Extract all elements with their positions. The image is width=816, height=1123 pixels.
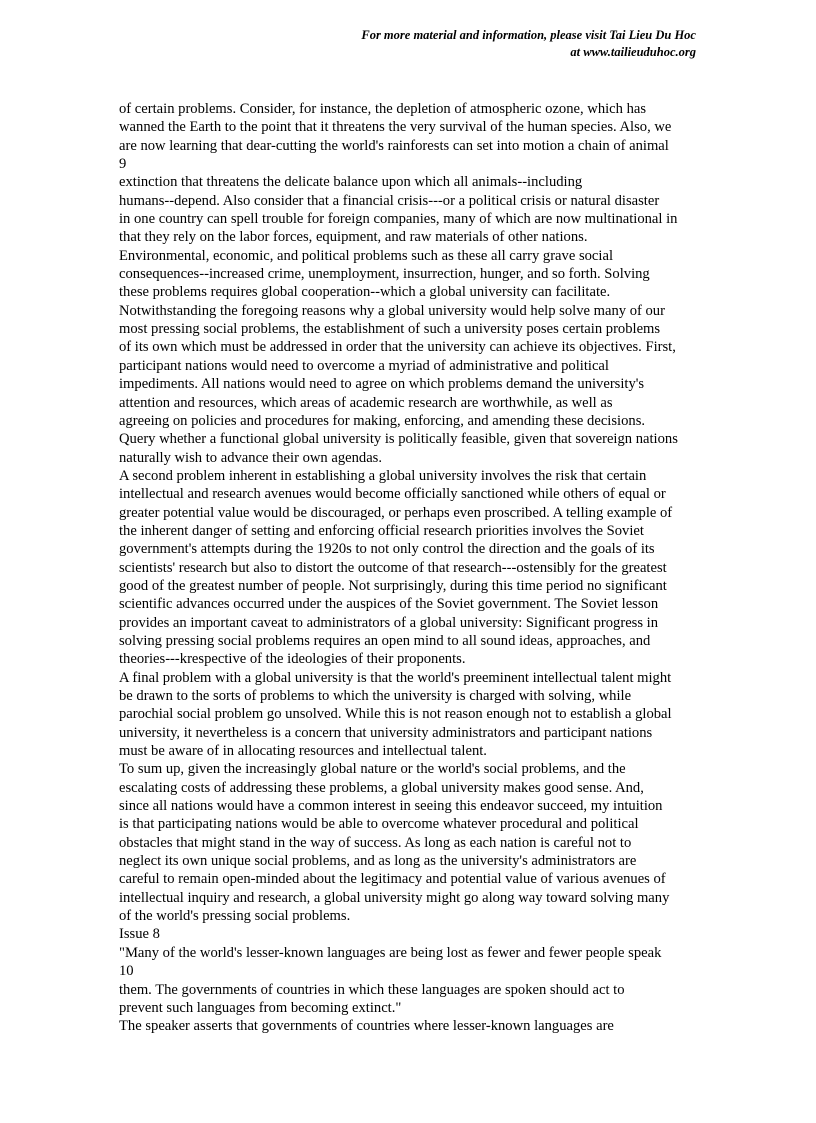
text-line: prevent such languages from becoming extinct.": [119, 999, 402, 1016]
text-line: in one country can spell trouble for foreign companies, many of which are now multinational in: [119, 211, 678, 228]
text-line: must be aware of in allocating resources and intellectual talent.: [119, 743, 487, 760]
text-line: naturally wish to advance their own agendas.: [119, 449, 383, 466]
text-line: wanned the Earth to the point that it threatens the very survival of the human species. Also, we: [119, 119, 672, 136]
text-line: government's attempts during the 1920s to not only control the direction and the goals of its: [119, 541, 655, 558]
text-line: attention and resources, which areas of academic research are worthwhile, as well as: [119, 394, 613, 411]
text-line: Issue 8: [119, 926, 160, 943]
text-line: intellectual and research avenues would become officially sanctioned while others of equal or: [119, 486, 666, 503]
text-line: solving pressing social problems requires an open mind to all sound ideas, approaches, and: [119, 632, 651, 649]
text-line: The speaker asserts that governments of countries where lesser-known languages are: [119, 1018, 614, 1035]
text-line: parochial social problem go unsolved. While this is not reason enough not to establish a global: [119, 706, 672, 723]
text-line: agreeing on policies and procedures for making, enforcing, and amending these decisions.: [119, 412, 646, 429]
text-line: of certain problems. Consider, for instance, the depletion of atmospheric ozone, which has: [119, 101, 647, 117]
text-line: 10: [119, 963, 134, 980]
text-line: A final problem with a global university is that the world's preeminent intellectual talent might: [119, 669, 672, 686]
text-line: intellectual inquiry and research, a global university might go along way toward solving many: [119, 889, 670, 906]
text-line: To sum up, given the increasingly global nature or the world's social problems, and the: [119, 761, 626, 778]
text-line: careful to remain open-minded about the legitimacy and potential value of various avenues of: [119, 871, 666, 888]
text-line: good of the greatest number of people. Not surprisingly, during this time period no significant: [119, 577, 667, 594]
text-line: that they rely on the labor forces, equipment, and raw materials of other nations.: [119, 229, 588, 246]
text-line: the inherent danger of setting and enforcing official research priorities involves the Soviet: [119, 522, 644, 539]
text-line: be drawn to the sorts of problems to which the university is charged with solving, while: [119, 688, 632, 704]
document-body: [119, 100, 719, 1036]
text-line: Environmental, economic, and political problems such as these all carry grave social: [119, 247, 613, 264]
text-line: scientific advances occurred under the auspices of the Soviet government. The Soviet lesson: [119, 596, 659, 613]
text-line: theories---krespective of the ideologies of their proponents.: [119, 651, 466, 668]
header-line-1: For more material and information, please visit Tai Lieu Du Hoc: [361, 28, 696, 42]
text-line: impediments. All nations would need to agree on which problems demand the university's: [119, 376, 645, 393]
text-line: neglect its own unique social problems, and as long as the university's administrators are: [119, 853, 637, 870]
text-line: of its own which must be addressed in order that the university can achieve its objectives. First,: [119, 339, 676, 356]
text-line: university, it nevertheless is a concern that university administrators and participant nations: [119, 724, 653, 741]
text-line: Query whether a functional global university is politically feasible, given that sovereign nations: [119, 431, 678, 448]
text-line: humans--depend. Also consider that a financial crisis---or a political crisis or natural disaster: [119, 192, 660, 209]
text-line: escalating costs of addressing these problems, a global university makes good sense. And,: [119, 779, 644, 796]
header-line-2: at www.tailieuduhoc.org: [570, 45, 696, 59]
text-line: of the world's pressing social problems.: [119, 908, 351, 925]
page-header: [361, 27, 696, 61]
text-line: participant nations would need to overcome a myriad of administrative and political: [119, 357, 609, 374]
text-line: them. The governments of countries in which these languages are spoken should act to: [119, 981, 625, 998]
text-line: A second problem inherent in establishing a global university involves the risk that certain: [119, 467, 647, 484]
text-line: extinction that threatens the delicate balance upon which all animals--including: [119, 174, 583, 191]
text-line: are now learning that dear-cutting the world's rainforests can set into motion a chain of animal: [119, 137, 669, 154]
text-line: greater potential value would be discouraged, or perhaps even proscribed. A telling example of: [119, 504, 673, 521]
text-line: scientists' research but also to distort the outcome of that research---ostensibly for the greatest: [119, 559, 667, 576]
text-line: since all nations would have a common interest in seeing this endeavor succeed, my intuition: [119, 798, 663, 815]
text-line: provides an important caveat to administrators of a global university: Significant progress in: [119, 614, 659, 631]
text-line: obstacles that might stand in the way of success. As long as each nation is careful not to: [119, 834, 632, 851]
text-line: most pressing social problems, the establishment of such a university poses certain problems: [119, 321, 661, 338]
text-line: 9: [119, 156, 127, 173]
text-line: these problems requires global cooperation--which a global university can facilitate.: [119, 284, 611, 301]
text-line: "Many of the world's lesser-known languages are being lost as fewer and fewer people speak: [119, 944, 662, 961]
text-line: Notwithstanding the foregoing reasons why a global university would help solve many of our: [119, 302, 665, 319]
text-line: consequences--increased crime, unemployment, insurrection, hunger, and so forth. Solving: [119, 266, 650, 283]
text-line: is that participating nations would be able to overcome whatever procedural and political: [119, 816, 639, 833]
